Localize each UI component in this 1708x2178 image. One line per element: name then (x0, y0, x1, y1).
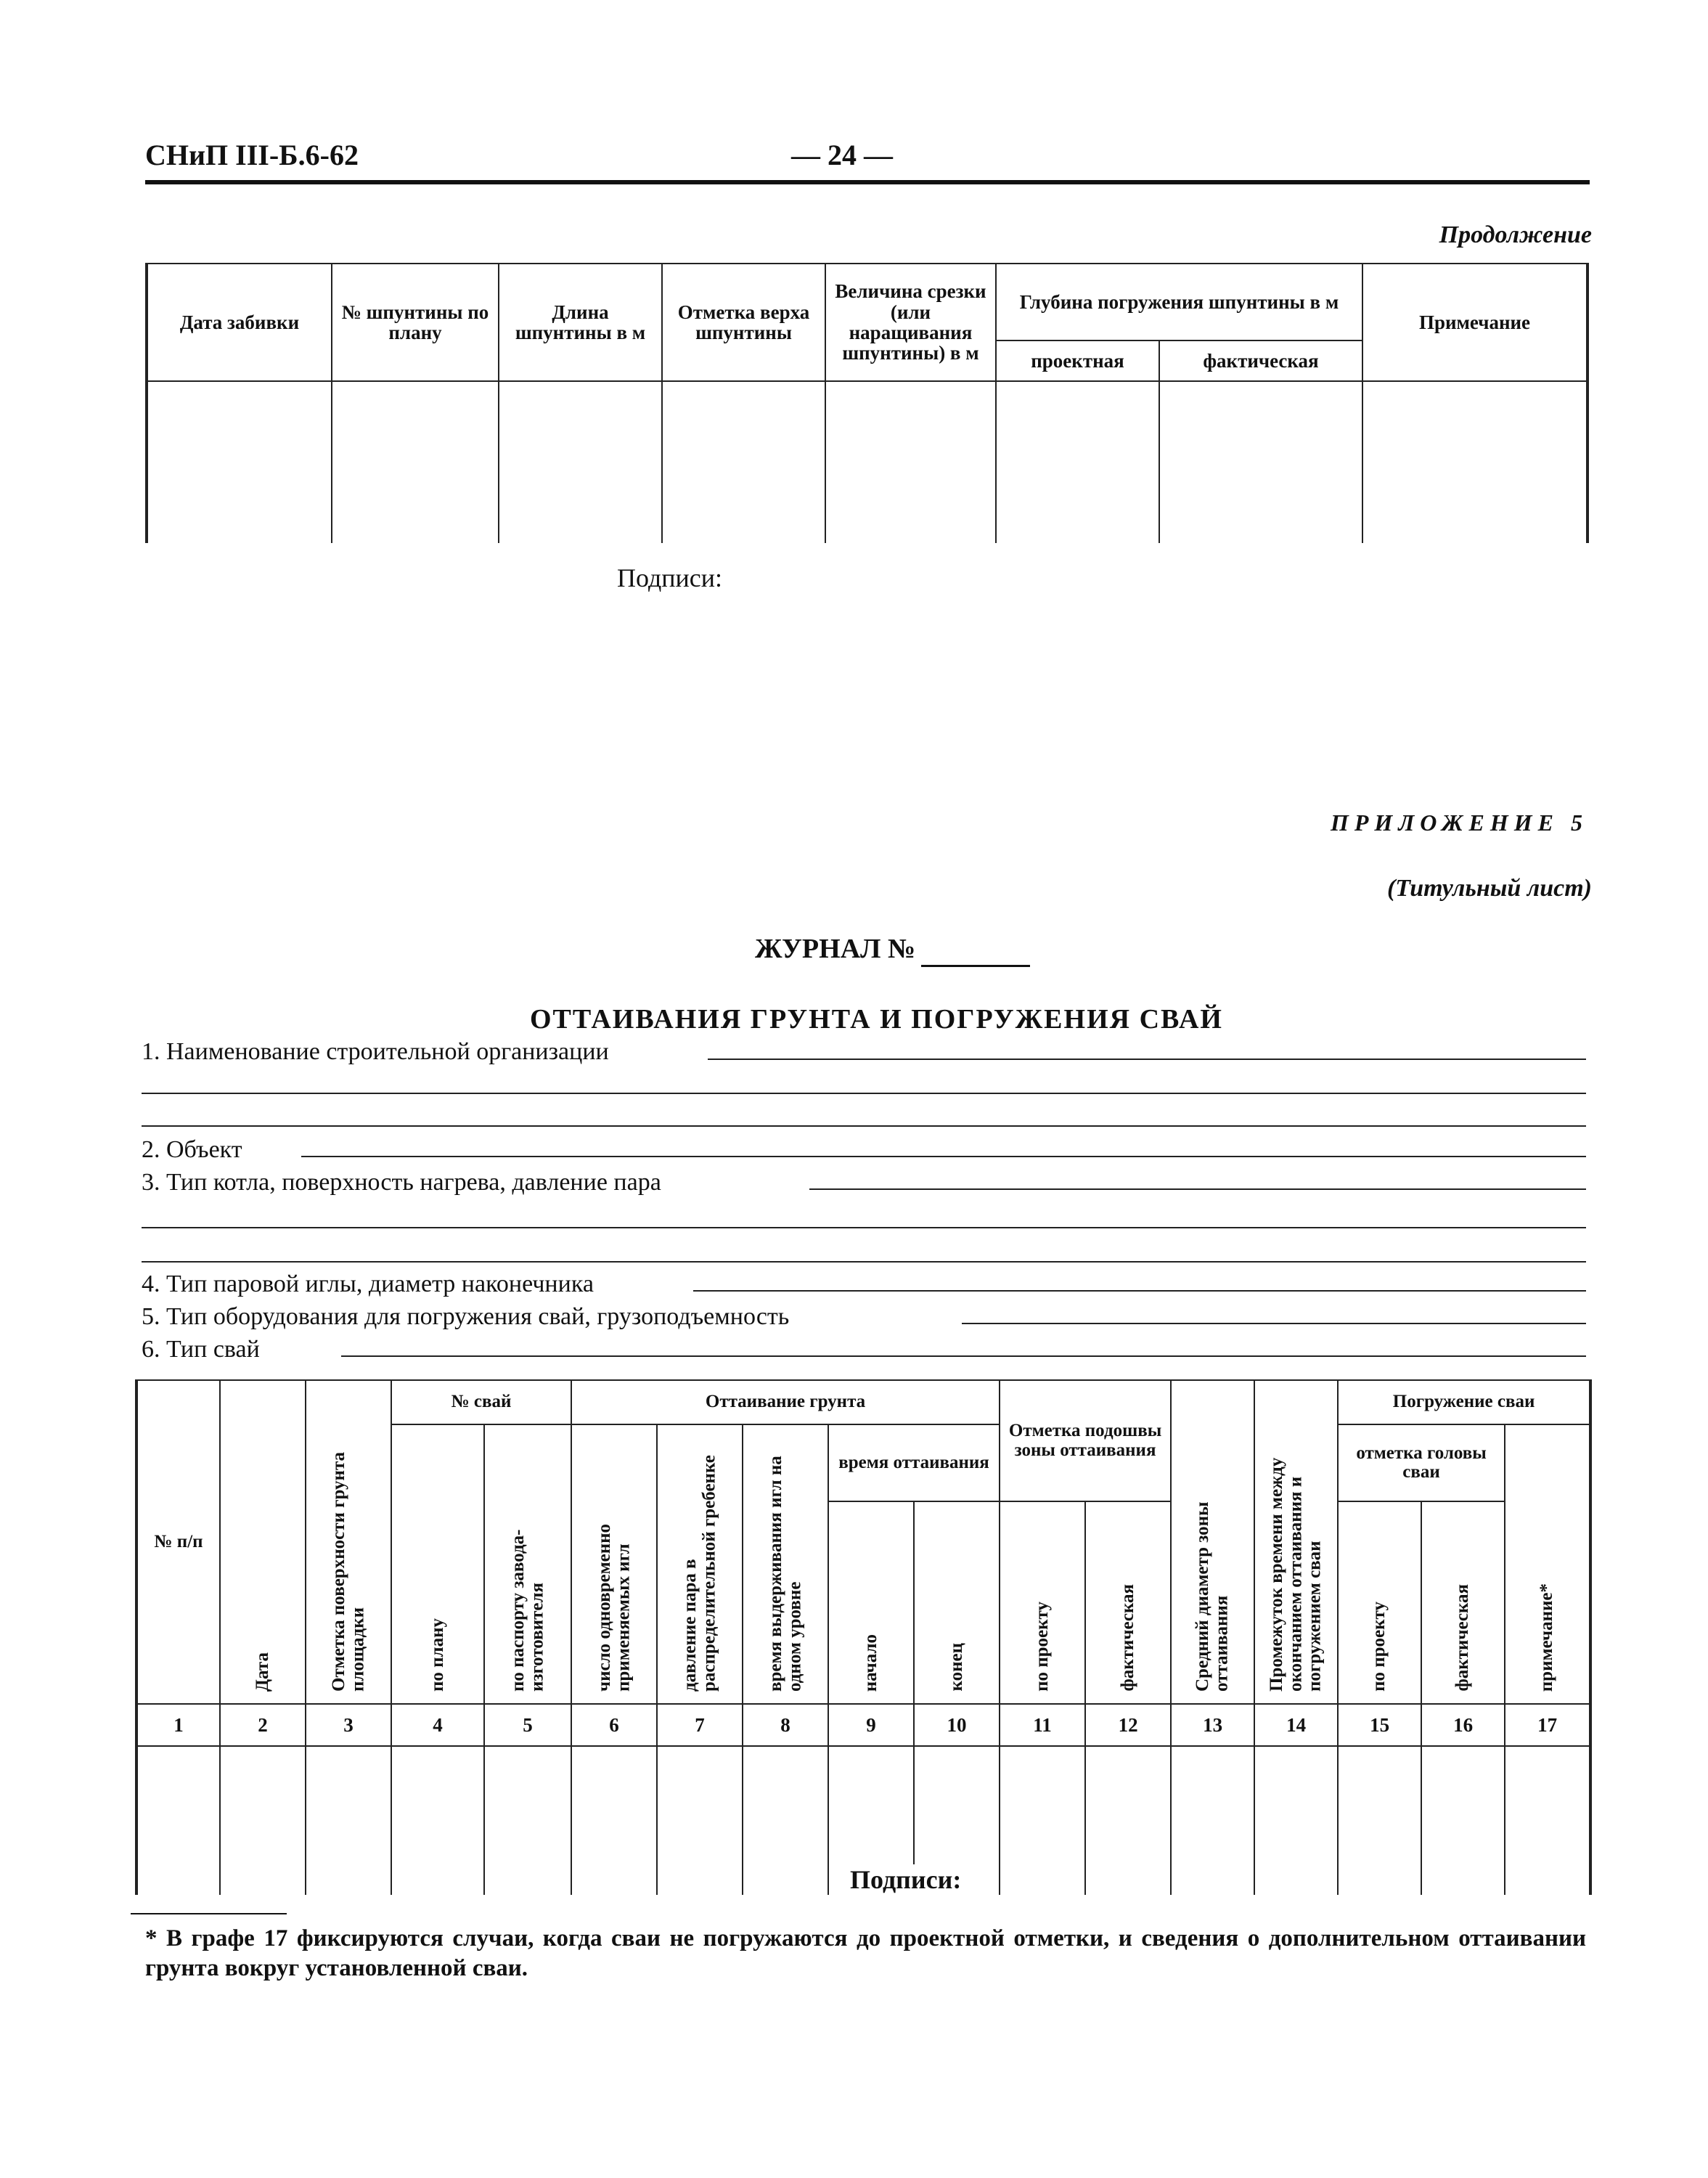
group-bottom-mark: Отметка подошвы зоны оттаивания (1000, 1380, 1171, 1501)
col-number-cell: 12 (1085, 1704, 1171, 1746)
footnote-rule (131, 1913, 287, 1914)
header-rule (145, 180, 1590, 184)
fill-line (708, 1059, 1586, 1060)
fill-line (142, 1261, 1586, 1263)
appendix-label: ПРИЛОЖЕНИЕ 5 (1330, 809, 1588, 836)
col-top-mark: Отметка верха шпунтины (662, 264, 825, 381)
group-thaw-time: время оттаивания (828, 1424, 1000, 1501)
sheet-piling-table (145, 263, 1589, 543)
col-number-cell: 16 (1421, 1704, 1505, 1746)
item-object (142, 1136, 242, 1164)
col-number-cell: 13 (1171, 1704, 1254, 1746)
signatures-label-2: Подписи: (846, 1864, 965, 1895)
group-driving: Погружение сваи (1338, 1380, 1590, 1424)
col-number-cell: 17 (1505, 1704, 1590, 1746)
document-code: СНиП III-Б.6-62 (145, 139, 359, 171)
journal-title: ОТТАИВАНИЯ ГРУНТА И ПОГРУЖЕНИЯ СВАЙ (530, 1004, 1223, 1035)
col-number-cell: 10 (914, 1704, 1000, 1746)
col-number-cell: 2 (220, 1704, 306, 1746)
col-head-actual: фактическая (1452, 1584, 1473, 1692)
col-bottom-design: по проекту (1031, 1601, 1052, 1692)
group-thawing: Оттаивание грунта (571, 1380, 1000, 1424)
continuation-label: Продолжение (1439, 221, 1592, 248)
col-passport: по паспорту завода-изготовителя (507, 1529, 547, 1692)
table-row (147, 381, 1588, 543)
col-cut: Величина срезки (или наращивания шпунтины) в м (825, 264, 996, 381)
col-number-cell: 14 (1254, 1704, 1338, 1746)
item-steam-needle-label: 4. Тип паровой иглы, диаметр наконечника (142, 1270, 594, 1297)
col-by-plan: по плану (427, 1618, 447, 1692)
col-number-cell: 3 (306, 1704, 391, 1746)
fill-line (693, 1290, 1586, 1292)
footnote: * В графе 17 фиксируются случаи, когда сваи не погружаются до проектной отметки, и сведения о дополнительном оттаивании грунта вокруг установленной сваи. (145, 1925, 1586, 1982)
col-number-cell: 6 (571, 1704, 657, 1746)
col-start: начало (860, 1634, 880, 1692)
group-head-mark: отметка головы сваи (1338, 1424, 1505, 1501)
col-note: Примечание (1362, 264, 1588, 381)
fill-line (341, 1355, 1586, 1357)
col-number: № п/п (136, 1380, 220, 1704)
col-number-cell: 11 (1000, 1704, 1085, 1746)
col-bottom-actual: фактическая (1117, 1584, 1137, 1692)
thawing-driving-table (135, 1379, 1592, 1895)
journal-number-blank (921, 933, 1030, 967)
item-equipment (142, 1303, 789, 1331)
col-surface-mark: Отметка поверхности грунта площадки (328, 1451, 367, 1692)
col-number-cell: 7 (657, 1704, 743, 1746)
col-depth-actual: фактическая (1159, 340, 1362, 381)
fill-line (809, 1188, 1586, 1190)
col-end: конец (946, 1643, 966, 1692)
item-organization-label: 1. Наименование строительной организации (142, 1038, 609, 1065)
col-hold-time: время выдерживания игл на одном уровне (765, 1455, 804, 1692)
col-interval: Промежуток времени между окончанием оттаивания и погружением сваи (1267, 1457, 1325, 1692)
col-needles: число одновременно применяемых игл (594, 1523, 633, 1692)
item-pile-type-label: 6. Тип свай (142, 1336, 260, 1363)
item-equipment-label: 5. Тип оборудования для погружения свай, грузоподъемность (142, 1303, 790, 1330)
col-depth-design: проектная (996, 340, 1159, 381)
item-pile-type (142, 1336, 260, 1363)
signatures-label: Подписи: (617, 563, 723, 592)
fill-line (142, 1227, 1586, 1228)
item-object-label: 2. Объект (142, 1136, 242, 1163)
fill-line (301, 1156, 1586, 1157)
col-date: Дата забивки (147, 264, 332, 381)
col-number-cell: 4 (391, 1704, 484, 1746)
col-number-cell: 8 (743, 1704, 828, 1746)
fill-line (142, 1125, 1586, 1127)
group-pile-number: № свай (391, 1380, 571, 1424)
column-numbers-row (136, 1704, 1590, 1746)
page-number: — 24 — (791, 139, 893, 171)
journal-number-text: ЖУРНАЛ № (755, 934, 916, 964)
col-number-cell: 1 (136, 1704, 220, 1746)
item-organization (142, 1038, 609, 1066)
col-length: Длина шпунтины в м (499, 264, 662, 381)
col-sheet-number: № шпунтины по плану (332, 264, 499, 381)
col-date: Дата (252, 1652, 272, 1692)
journal-number (755, 933, 1030, 967)
col-pressure: давление пара в распределительной гребенке (679, 1454, 719, 1692)
col-head-design: по проекту (1369, 1601, 1389, 1692)
item-boiler (142, 1169, 661, 1196)
item-boiler-label: 3. Тип котла, поверхность нагрева, давление пара (142, 1169, 661, 1196)
title-sheet-label: (Титульный лист) (1386, 875, 1592, 902)
col-note: примечание* (1537, 1583, 1557, 1692)
col-number-cell: 15 (1338, 1704, 1421, 1746)
col-depth: Глубина погружения шпунтины в м (996, 264, 1362, 340)
fill-line (142, 1093, 1586, 1094)
col-number-cell: 5 (484, 1704, 571, 1746)
col-diameter: Средний диаметр зоны оттаивания (1193, 1501, 1232, 1692)
item-steam-needle (142, 1270, 594, 1298)
col-number-cell: 9 (828, 1704, 914, 1746)
fill-line (962, 1323, 1586, 1324)
